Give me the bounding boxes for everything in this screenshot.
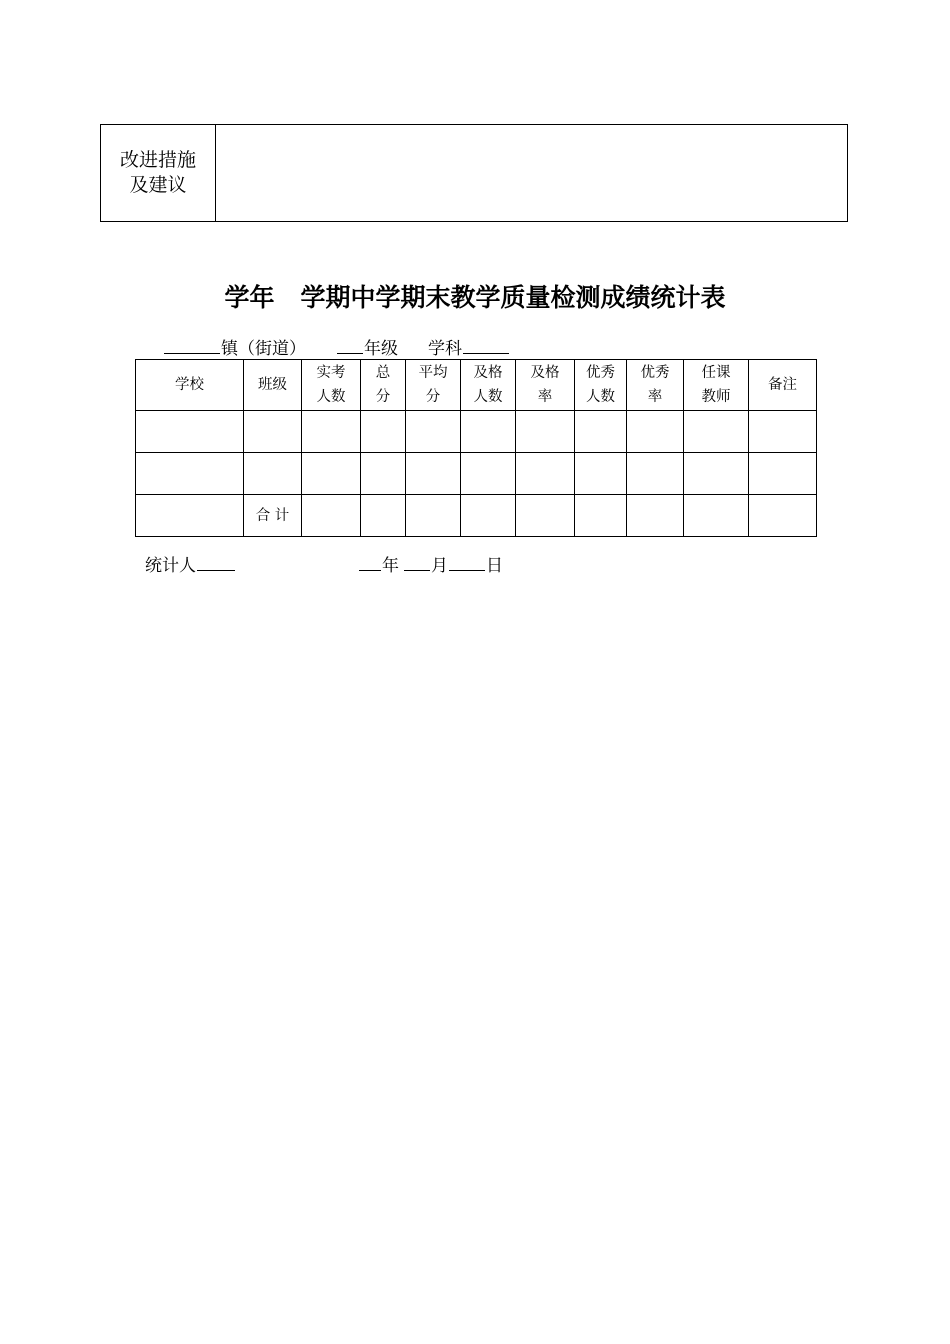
statistician-blank[interactable] xyxy=(197,552,235,571)
header-cell-text: 备注 xyxy=(768,377,797,393)
improvement-content[interactable] xyxy=(216,125,848,222)
table-cell[interactable] xyxy=(406,453,461,495)
table-cell[interactable] xyxy=(575,411,627,453)
header-cell-text: 教师 xyxy=(701,389,731,405)
table-cell[interactable] xyxy=(461,495,516,537)
header-cell xyxy=(136,360,244,411)
table-cell[interactable] xyxy=(461,411,516,453)
town-blank[interactable] xyxy=(164,335,220,354)
table-cell[interactable] xyxy=(361,495,406,537)
day-blank[interactable] xyxy=(449,552,485,571)
header-cell-text: 实考 xyxy=(316,365,346,381)
table-row xyxy=(136,453,817,495)
year-blank[interactable] xyxy=(359,552,381,571)
table-cell[interactable] xyxy=(461,453,516,495)
table-cell[interactable] xyxy=(302,453,361,495)
table-cell[interactable] xyxy=(627,495,684,537)
table-row xyxy=(136,411,817,453)
header-cell xyxy=(684,360,749,411)
table-cell[interactable] xyxy=(302,411,361,453)
grade-blank[interactable] xyxy=(337,335,363,354)
header-cell xyxy=(749,360,817,411)
improvement-label-line1: 改进措施 xyxy=(119,149,196,171)
header-cell-text: 学校 xyxy=(175,377,204,393)
header-cell-text: 人数 xyxy=(473,389,503,405)
header-cell xyxy=(575,360,627,411)
subheader-line xyxy=(163,335,510,361)
header-cell xyxy=(361,360,406,411)
table-cell[interactable] xyxy=(516,453,575,495)
table-cell[interactable] xyxy=(749,453,817,495)
table-cell[interactable] xyxy=(244,411,302,453)
table-cell[interactable]: 合 计 xyxy=(244,495,302,537)
grade-label: 年级 xyxy=(364,339,398,359)
footer-line xyxy=(145,552,503,578)
header-cell-text: 分 xyxy=(375,389,391,405)
header-cell-text: 率 xyxy=(647,389,663,405)
year-label: 年 xyxy=(382,556,399,576)
table-row xyxy=(136,495,817,537)
header-cell-text: 总 xyxy=(375,365,391,381)
subject-blank[interactable] xyxy=(463,335,509,354)
stats-table-header xyxy=(136,360,817,411)
header-cell-text: 人数 xyxy=(586,389,615,405)
statistician-label: 统计人 xyxy=(145,556,196,576)
header-cell-text: 率 xyxy=(537,389,553,405)
day-label: 日 xyxy=(486,556,503,576)
table-cell[interactable] xyxy=(244,453,302,495)
month-label: 月 xyxy=(431,556,448,576)
stats-table xyxy=(135,359,817,537)
header-cell-text: 分 xyxy=(425,389,441,405)
header-cell xyxy=(244,360,302,411)
table-cell[interactable] xyxy=(749,495,817,537)
table-cell[interactable] xyxy=(302,495,361,537)
header-cell xyxy=(461,360,516,411)
table-cell[interactable] xyxy=(684,411,749,453)
subject-label: 学科 xyxy=(428,339,462,359)
header-cell-text: 班级 xyxy=(258,377,287,393)
month-blank[interactable] xyxy=(404,552,430,571)
table-cell[interactable] xyxy=(684,495,749,537)
page-title: 学年 学期中学期末教学质量检测成绩统计表 xyxy=(224,283,726,312)
table-cell[interactable] xyxy=(575,495,627,537)
improvement-label-line2: 及建议 xyxy=(129,174,187,196)
header-cell-text: 任课 xyxy=(701,365,731,381)
table-cell[interactable] xyxy=(361,453,406,495)
header-cell xyxy=(302,360,361,411)
header-cell-text: 及格 xyxy=(473,365,503,381)
header-row xyxy=(136,360,817,411)
table-cell[interactable] xyxy=(749,411,817,453)
header-cell-text: 及格 xyxy=(530,365,560,381)
table-cell[interactable] xyxy=(406,495,461,537)
header-cell-text: 优秀 xyxy=(640,365,670,381)
table-cell[interactable] xyxy=(627,411,684,453)
table-cell[interactable] xyxy=(136,495,244,537)
table-cell[interactable] xyxy=(627,453,684,495)
improvement-label xyxy=(101,125,216,222)
table-cell[interactable] xyxy=(136,411,244,453)
table-cell[interactable] xyxy=(136,453,244,495)
improvement-box xyxy=(100,124,848,222)
header-cell xyxy=(627,360,684,411)
header-cell-text: 人数 xyxy=(316,389,346,405)
table-cell[interactable] xyxy=(516,411,575,453)
header-cell-text: 平均 xyxy=(418,365,448,381)
table-cell[interactable] xyxy=(684,453,749,495)
stats-table-body xyxy=(136,411,817,537)
table-cell[interactable] xyxy=(406,411,461,453)
header-cell xyxy=(516,360,575,411)
table-cell[interactable] xyxy=(361,411,406,453)
header-cell-text: 优秀 xyxy=(586,365,615,381)
table-cell[interactable] xyxy=(575,453,627,495)
header-cell xyxy=(406,360,461,411)
town-label: 镇（街道） xyxy=(221,339,306,359)
table-cell[interactable] xyxy=(516,495,575,537)
